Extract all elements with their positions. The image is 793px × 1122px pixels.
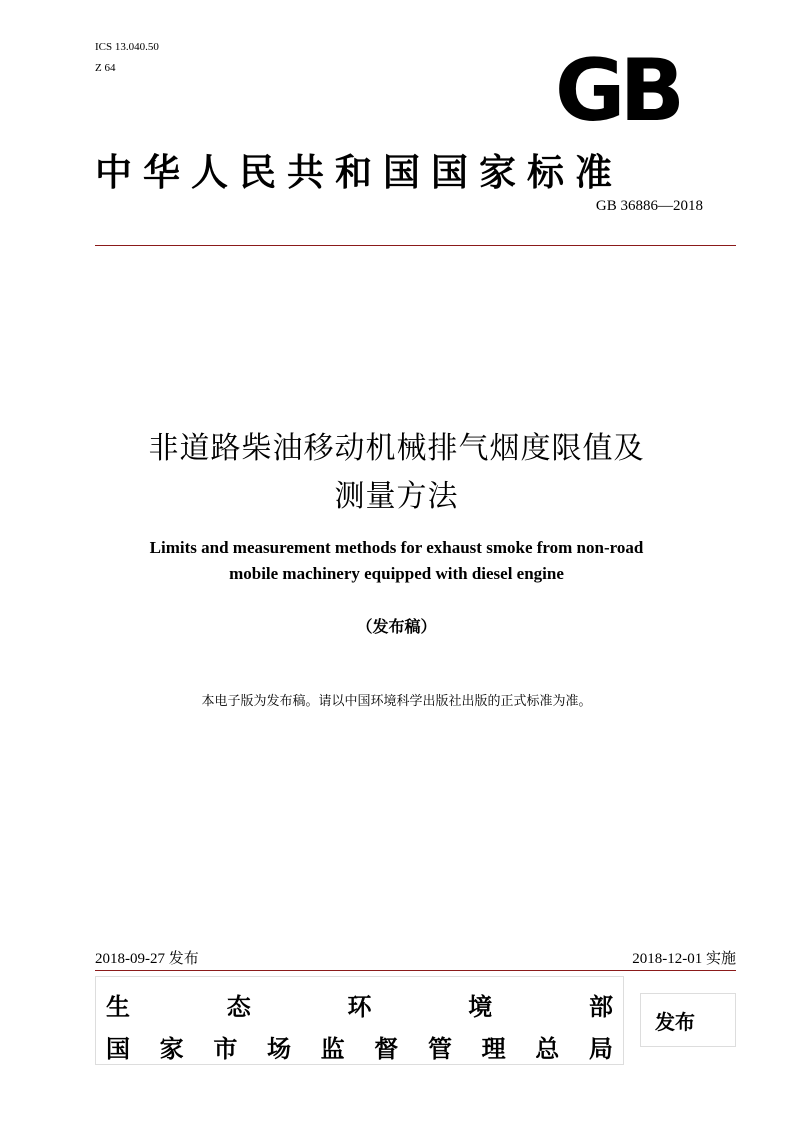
edition-notice: 本电子版为发布稿。请以中国环境科学出版社出版的正式标准为准。: [201, 694, 592, 709]
implement-date: 2018-12-01 实施: [632, 951, 736, 967]
issuer-char: 部: [589, 993, 613, 1021]
standard-number: GB 36886—2018: [595, 198, 703, 214]
gb-logo-letters: [555, 48, 680, 128]
issuer-line-ecology-environment: [106, 987, 613, 1022]
document-title-en-line1: Limits and measurement methods for exhaust smoke from non-road: [149, 538, 644, 557]
issue-label: 发布: [655, 1010, 695, 1034]
document-title-zh-line1: 非道路柴油移动机械排气烟度限值及: [148, 431, 645, 466]
document-title-zh-line2: 测量方法: [334, 479, 459, 514]
issuer-char: 总: [535, 1035, 560, 1063]
issuer-char: 境: [468, 993, 493, 1021]
issuer-char: 局: [588, 1035, 613, 1063]
issuer-char: 场: [266, 1035, 291, 1063]
svg-text:GB: GB: [554, 48, 680, 128]
publish-date: 2018-09-27 发布: [95, 951, 199, 967]
issuer-char: 监: [320, 1035, 345, 1063]
classification-code: Z 64: [95, 62, 116, 74]
issuer-line-market-regulation: [106, 1029, 613, 1064]
issuer-char: 家: [159, 1035, 184, 1063]
national-standard-title: 中华人民共和国国家标准: [95, 150, 623, 194]
issuer-box: [95, 976, 624, 1065]
issue-box: [640, 993, 736, 1047]
draft-label: （发布稿）: [356, 617, 437, 636]
header-divider: [95, 245, 736, 246]
ics-code: ICS 13.040.50: [95, 41, 159, 53]
issuer-char: 管: [427, 1035, 452, 1063]
document-title-en-line2: mobile machinery equipped with diesel engine: [229, 564, 564, 583]
issuer-char: 环: [347, 993, 372, 1021]
issuer-char: 理: [481, 1035, 506, 1063]
issuer-char: 国: [106, 1035, 130, 1063]
footer-divider: [95, 970, 736, 971]
issuer-char: 督: [374, 1035, 399, 1063]
issuer-char: 生: [106, 993, 130, 1021]
gb-logo: [540, 48, 694, 128]
issuer-char: 市: [213, 1035, 238, 1063]
issuer-char: 态: [226, 993, 251, 1021]
